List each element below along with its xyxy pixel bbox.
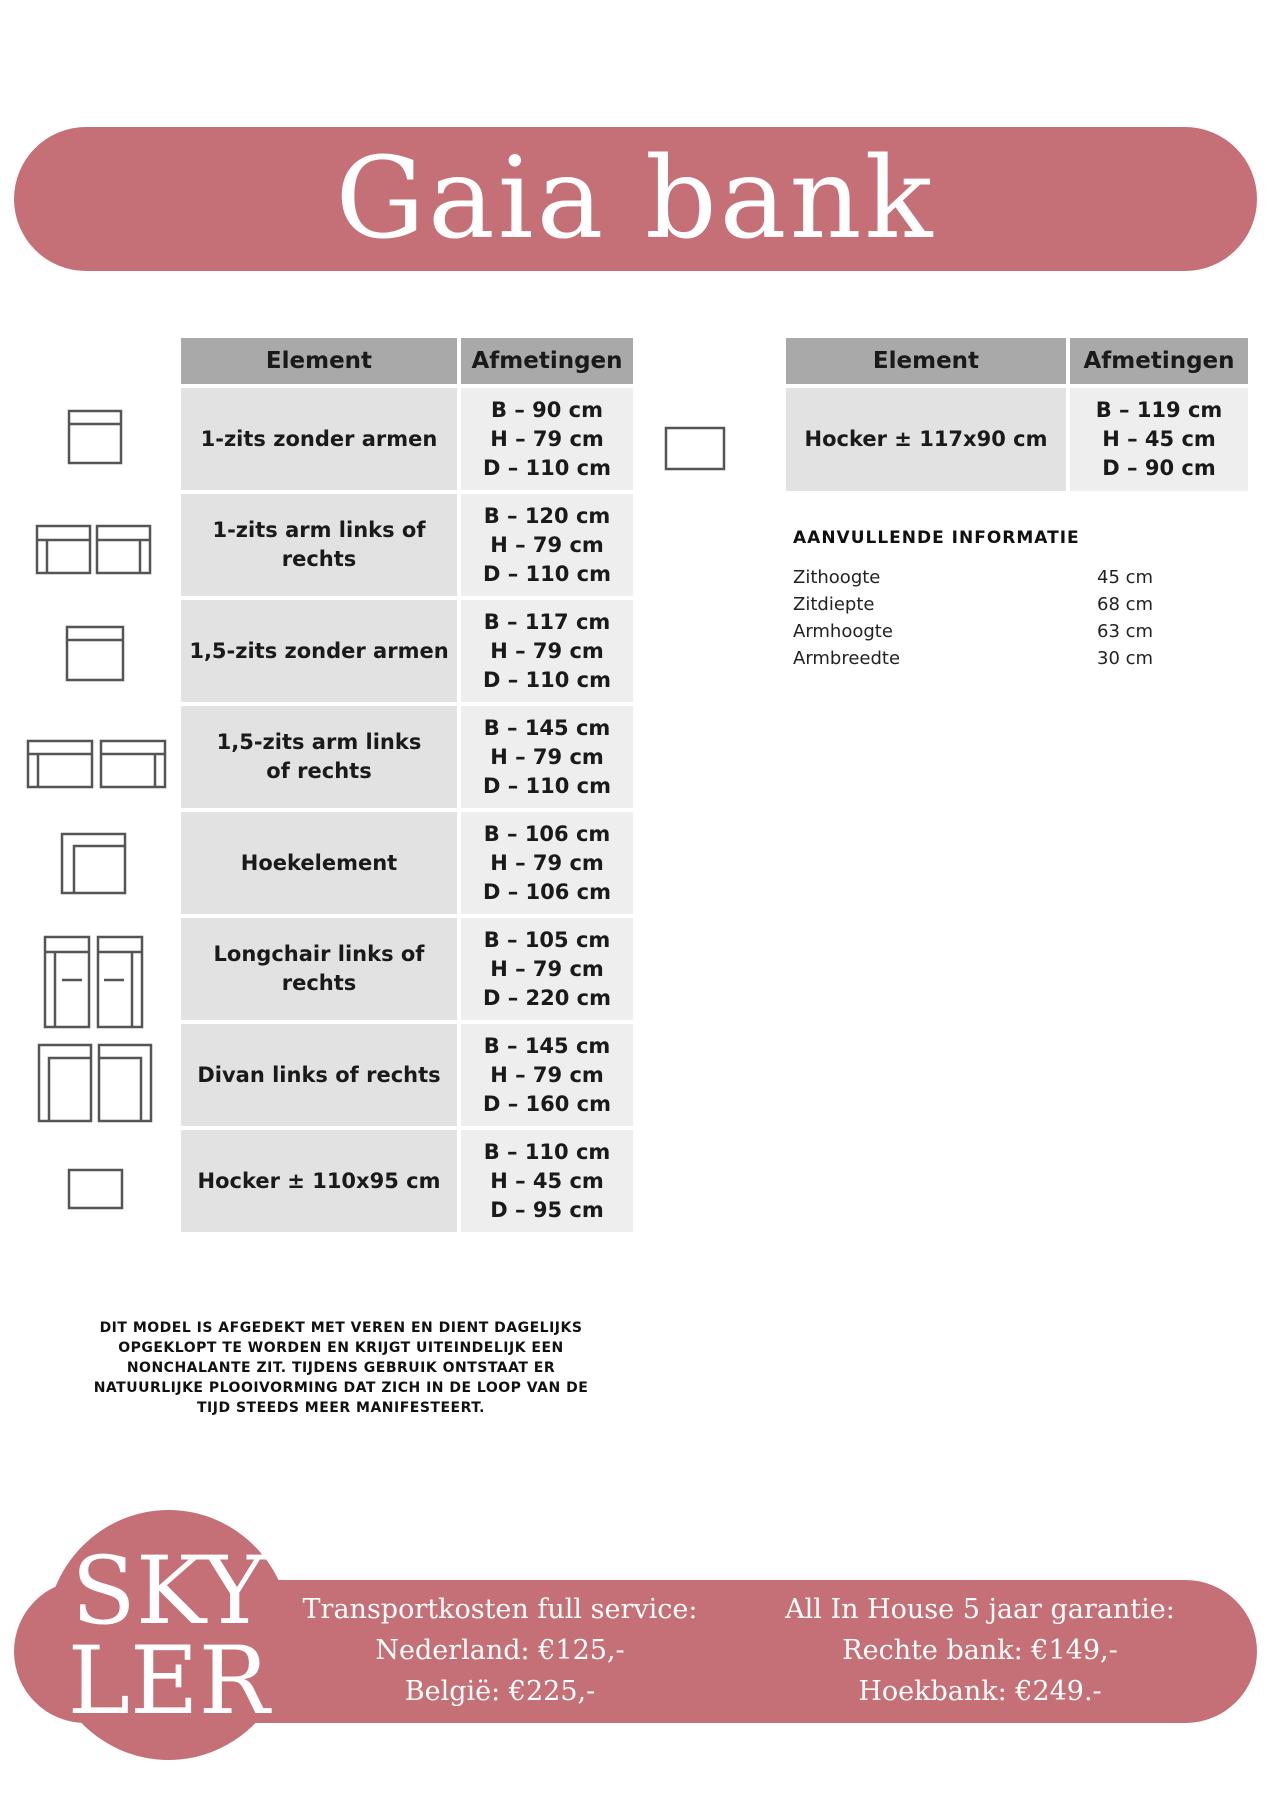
depth-value: D – 106 cm [482, 879, 612, 904]
divan-icon [39, 1045, 151, 1121]
element-cell: Hocker ± 117x90 cm [786, 388, 1066, 491]
table-row [786, 388, 1248, 491]
height-value: H – 79 cm [490, 850, 604, 875]
height-value: H – 79 cm [490, 532, 604, 557]
warranty-title: All In House 5 jaar garantie: [785, 1594, 1175, 1625]
height-value: H – 79 cm [490, 638, 604, 663]
transport-title: Transportkosten full service: [302, 1594, 698, 1625]
depth-value: D – 110 cm [482, 455, 612, 480]
transport-nl: Nederland: €125,- [375, 1635, 625, 1666]
logo-line-1: SKY [71, 1537, 266, 1646]
width-value: B – 117 cm [483, 609, 611, 634]
care-note: DIT MODEL IS AFGEDEKT MET VEREN EN DIENT DAGELIJKS OPGEKLOPT TE WORDEN EN KRIJGT UITEINDELIJK EEN NONCHALANTE ZIT. TIJDENS GEBRUIK ONTSTAAT ER NATUURLIJKE PLOOIVORMING DAT ZICH IN DE LOOP VAN DE TIJD STEEDS MEER MANIFESTEERT. [93, 1320, 589, 1416]
width-value: B – 120 cm [483, 503, 611, 528]
element-cell: Divan links of rechts [181, 1024, 457, 1126]
skyler-logo [46, 1510, 291, 1760]
width-value: B – 145 cm [483, 1033, 611, 1058]
height-value: H – 79 cm [490, 1062, 604, 1087]
width-value: B – 119 cm [1095, 398, 1223, 422]
header-element: Element [181, 338, 457, 384]
element-cell: 1,5-zits zonder armen [181, 600, 457, 702]
height-value: H – 79 cm [490, 956, 604, 981]
logo-line-2: LER [67, 1627, 270, 1736]
width-value: B – 145 cm [483, 715, 611, 740]
depth-value: D – 220 cm [482, 985, 612, 1010]
info-label: Armhoogte [793, 621, 893, 642]
transport-costs [300, 1589, 700, 1712]
transport-be: België: €225,- [404, 1676, 596, 1707]
width-value: B – 90 cm [491, 397, 603, 422]
info-label: Zithoogte [793, 567, 881, 588]
hocker-large-icon [666, 428, 724, 469]
info-label: Zitdiepte [793, 594, 875, 615]
depth-value: D – 90 cm [1102, 456, 1216, 480]
warranty-info [770, 1589, 1190, 1712]
header-element: Element [786, 338, 1066, 384]
info-label: Armbreedte [793, 648, 901, 669]
element-cell: Hocker ± 110x95 cm [181, 1130, 457, 1232]
element-cell: 1-zits arm links of rechts [181, 494, 457, 596]
sofa-element-icons [0, 0, 740, 1260]
depth-value: D – 110 cm [482, 773, 612, 798]
header-afmetingen: Afmetingen [461, 338, 633, 384]
warranty-corner: Hoekbank: €249.- [858, 1676, 1102, 1707]
dimensions-table-right [782, 334, 1252, 495]
single-seat-arm-icon [37, 526, 150, 573]
element-cell: Longchair links of rechts [181, 918, 457, 1020]
depth-value: D – 110 cm [482, 561, 612, 586]
info-value: 68 cm [1097, 594, 1154, 615]
element-cell: 1,5-zits arm links of rechts [181, 706, 457, 808]
depth-value: D – 95 cm [490, 1197, 604, 1222]
width-value: B – 105 cm [483, 927, 611, 952]
height-value: H – 79 cm [490, 426, 604, 451]
width-value: B – 106 cm [483, 821, 611, 846]
info-value: 63 cm [1097, 621, 1154, 642]
hocker-icon [69, 1170, 122, 1208]
corner-element-icon [62, 834, 125, 893]
warranty-straight: Rechte bank: €149,- [842, 1635, 1118, 1666]
dimensions-cell [1070, 388, 1248, 491]
page-title: Gaia bank [335, 134, 936, 264]
single-seat-icon [69, 411, 121, 463]
height-value: H – 79 cm [490, 744, 604, 769]
element-cell: Hoekelement [181, 812, 457, 914]
one-and-half-seat-icon [67, 627, 123, 680]
height-value: H – 45 cm [1102, 427, 1216, 451]
width-value: B – 110 cm [483, 1139, 611, 1164]
header-afmetingen: Afmetingen [1070, 338, 1248, 384]
longchair-icon [45, 937, 142, 1027]
info-value: 30 cm [1097, 648, 1154, 669]
info-title: AANVULLENDE INFORMATIE [793, 528, 1080, 548]
info-value: 45 cm [1097, 567, 1154, 588]
depth-value: D – 110 cm [482, 667, 612, 692]
element-cell: 1-zits zonder armen [181, 388, 457, 490]
depth-value: D – 160 cm [482, 1091, 612, 1116]
height-value: H – 45 cm [490, 1168, 604, 1193]
one-and-half-seat-arm-icon [28, 741, 165, 787]
table-header-row [786, 338, 1248, 384]
